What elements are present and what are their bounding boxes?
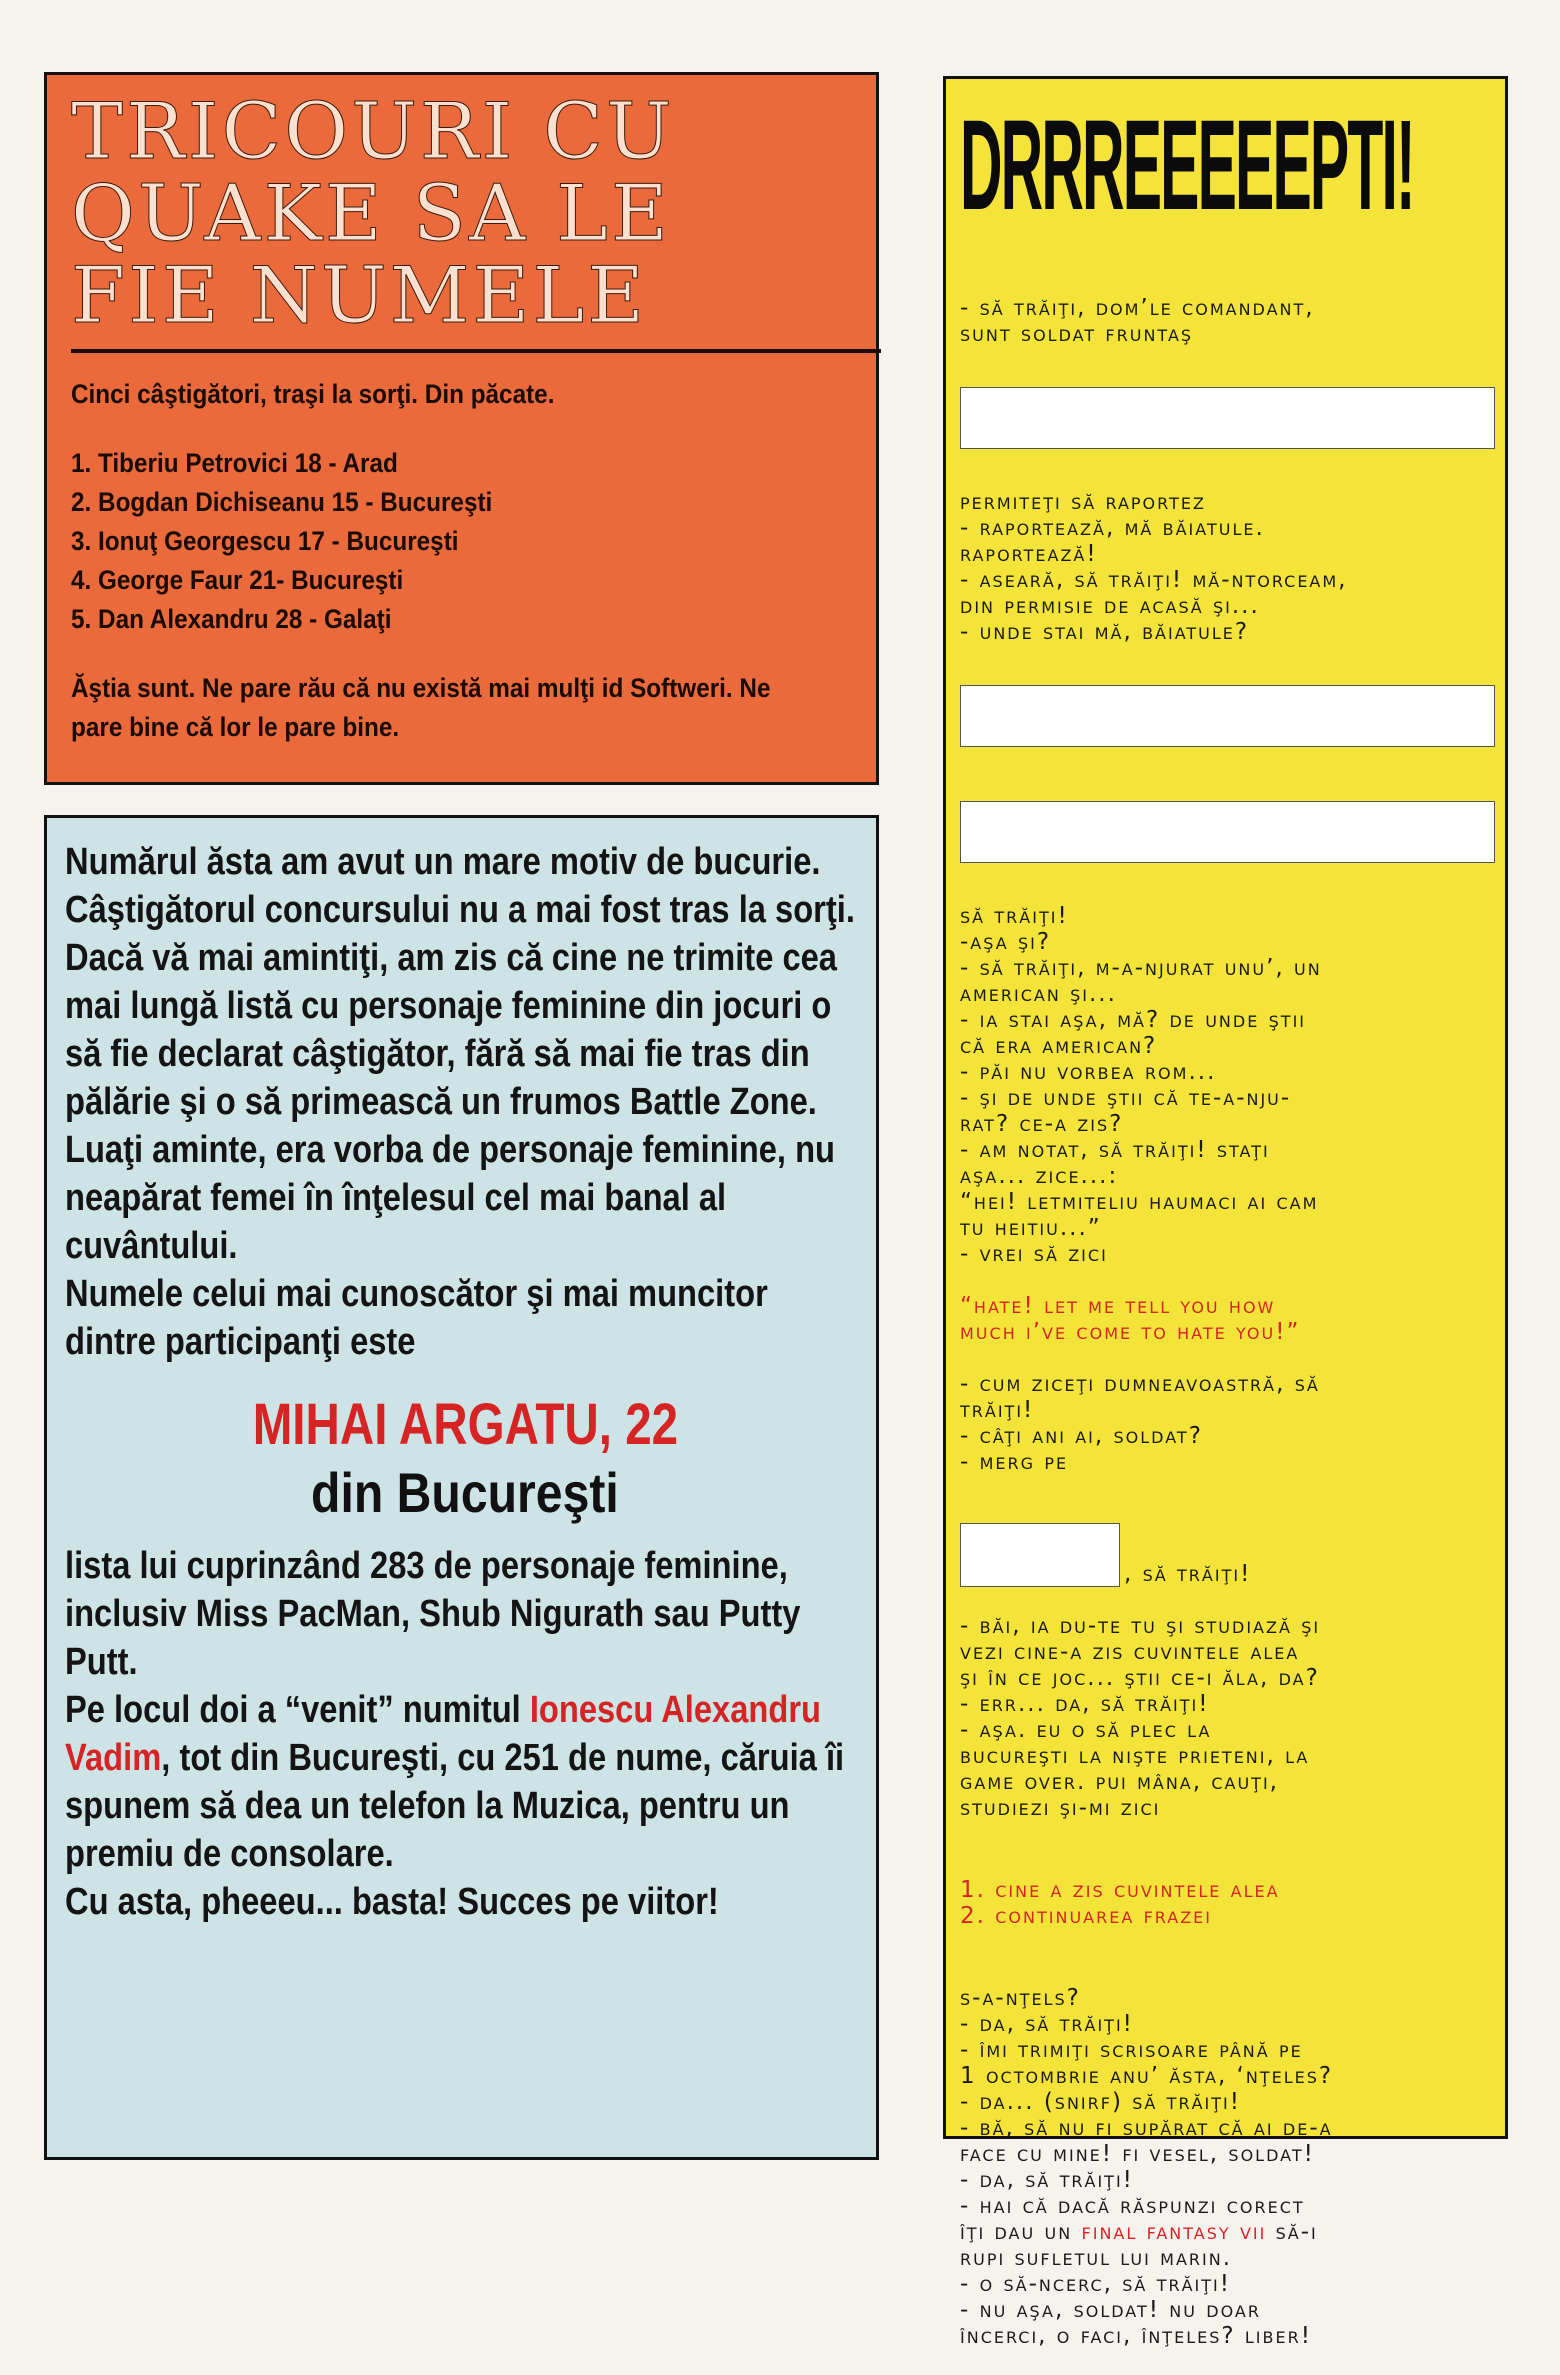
grand-winner bbox=[65, 1392, 865, 1528]
paragraph-3: Numele celui mai cunoscător şi mai muncitor dintre participanţi este bbox=[65, 1273, 768, 1363]
paragraph-5 bbox=[65, 1686, 865, 1878]
paragraph-2: Luaţi aminte, era vorba de personaje feminine, nu neapărat femei în înţelesul cel mai banal al cuvântului. bbox=[65, 1129, 835, 1267]
results-outro: Ăştia sunt. Ne pare rău că nu există mai mulţi id Softweri. Ne pare bine că lor le pare bine. bbox=[71, 673, 771, 742]
paragraph-5-end: , tot din Bucureşti, cu 251 de nume, căruia îi spunem să dea un telefon la Muzica, pentru un premiu de consolare. bbox=[65, 1737, 845, 1875]
dialogue-part-8 bbox=[960, 1985, 1487, 2349]
title-line-3: FIE NUMELE bbox=[71, 251, 648, 341]
winner-item: 4. George Faur 21- Bucureşti bbox=[71, 565, 404, 595]
age-line bbox=[960, 1523, 1487, 1587]
paragraph-6: Cu asta, pheeeu... basta! Succes pe viitor! bbox=[65, 1881, 719, 1923]
winners-list bbox=[71, 444, 881, 639]
announcement-text-2 bbox=[65, 1542, 865, 1926]
results-body bbox=[71, 375, 881, 747]
quote-red: “hate! let me tell you how much i’ve come to hate you!” bbox=[960, 1293, 1301, 1345]
age-blank-field[interactable] bbox=[960, 1523, 1120, 1587]
dialogue-part-8-start: s-a-nţels? - da, să trăiţi! - îmi trimiţi scrisoare până pe 1 octombrie anu’ ăsta, ‘nţeles? - da... (snirf) să trăiţi! - bă, să nu fi supărat că ai de-a face cu mine! fi vesel, soldat! - da, să trăiţi! - hai că dacă răspunzi corect îţi dau un bbox=[960, 1985, 1334, 2245]
age-line-suffix: , să trăiţi! bbox=[1124, 1561, 1252, 1587]
winner-item: 3. Ionuţ Georgescu 17 - Bucureşti bbox=[71, 526, 459, 556]
dialogue-text bbox=[960, 269, 1487, 2375]
title-line-2: QUAKE SA LE bbox=[71, 169, 671, 259]
questions-red: 1. cine a zis cuvintele alea 2. continuarea frazei bbox=[960, 1877, 1280, 1929]
title-line-1: TRICOURI CU bbox=[71, 87, 675, 177]
address-blank-field-1[interactable] bbox=[960, 685, 1495, 747]
winner-city: din Bucureşti bbox=[311, 1461, 619, 1524]
runner-up-name: Ionescu Alexandru Vadim bbox=[65, 1689, 822, 1779]
winner-item: 1. Tiberiu Petrovici 18 - Arad bbox=[71, 448, 398, 478]
title-divider bbox=[71, 349, 881, 353]
dialogue-box bbox=[943, 76, 1508, 2349]
paragraph-5-start: Pe locul doi a “venit” numitul bbox=[65, 1689, 530, 1731]
dialogue-part-6: - băi, ia du-te tu şi studiază şi vezi cine-a zis cuvintele alea şi în ce joc... ştii ce-i ăla, da? - err... da, să trăiţi! - aşa. eu o să plec la bucureşti la nişte prieteni, la game over. pui mâna, cauţi, studiezi şi-mi zici bbox=[960, 1613, 1321, 1821]
address-blank-field-2[interactable] bbox=[960, 801, 1495, 863]
paragraph-1: Numărul ăsta am avut un mare motiv de bucurie. Câştigătorul concursului nu a mai fost tras la sorţi. Dacă vă mai amintiţi, am zis că cine ne trimite cea mai lungă listă cu personaje feminine din jocuri o să fie declarat câştigător, fără să mai fie tras din pălărie şi o să primească un frumos Battle Zone. bbox=[65, 841, 855, 1123]
results-title bbox=[71, 87, 860, 341]
dialogue-part-4: - cum ziceţi dumneavoastră, să trăiţi! - câţi ani ai, soldat? - merg pe bbox=[960, 1371, 1320, 1475]
winner-name: MIHAI ARGATU, 22 bbox=[252, 1392, 678, 1457]
winner-item: 2. Bogdan Dichiseanu 15 - Bucureşti bbox=[71, 487, 493, 517]
results-intro: Cinci câştigători, traşi la sorţi. Din păcate. bbox=[71, 379, 555, 409]
name-blank-field[interactable] bbox=[960, 387, 1495, 449]
dialogue-part-2: permiteţi să raportez - raportează, mă băiatule. raportează! - aseară, să trăiţi! mă-ntorceam, din permisie de acasă şi... - unde stai mă, băiatule? bbox=[960, 489, 1348, 645]
contest-results-box bbox=[44, 72, 879, 785]
dialogue-part-3: să trăiţi! -aşa şi? - să trăiţi, m-a-njurat unu’, un american şi... - ia stai aşa, mă? de unde ştii că era american? - păi nu vorbea rom... - şi de unde ştii că te-a-nju- rat? ce-a zis? - am notat, să trăiţi! staţi aşa... zice...: “hei! letmiteliu haumaci ai cam tu heitiu...” - vrei să zici bbox=[960, 903, 1322, 1267]
grand-prize-box bbox=[44, 815, 879, 2160]
dialogue-part-8-end: să-i rupi sufletul lui marin. - o să-ncerc, să trăiţi! - nu aşa, soldat! nu doar încerci, o faci, înţeles? liber! bbox=[960, 2219, 1318, 2349]
prize-game: final fantasy vii bbox=[1081, 2219, 1267, 2245]
announcement-text bbox=[65, 838, 865, 1366]
dialogue-part-1: - să trăiţi, dom’le comandant, sunt soldat fruntaş bbox=[960, 295, 1315, 347]
winner-item: 5. Dan Alexandru 28 - Galaţi bbox=[71, 604, 392, 634]
paragraph-4: lista lui cuprinzând 283 de personaje feminine, inclusiv Miss PacMan, Shub Nigurath sau Putty Putt. bbox=[65, 1545, 801, 1683]
dialogue-headline: DRRREEEEEPTI! bbox=[960, 94, 1414, 237]
